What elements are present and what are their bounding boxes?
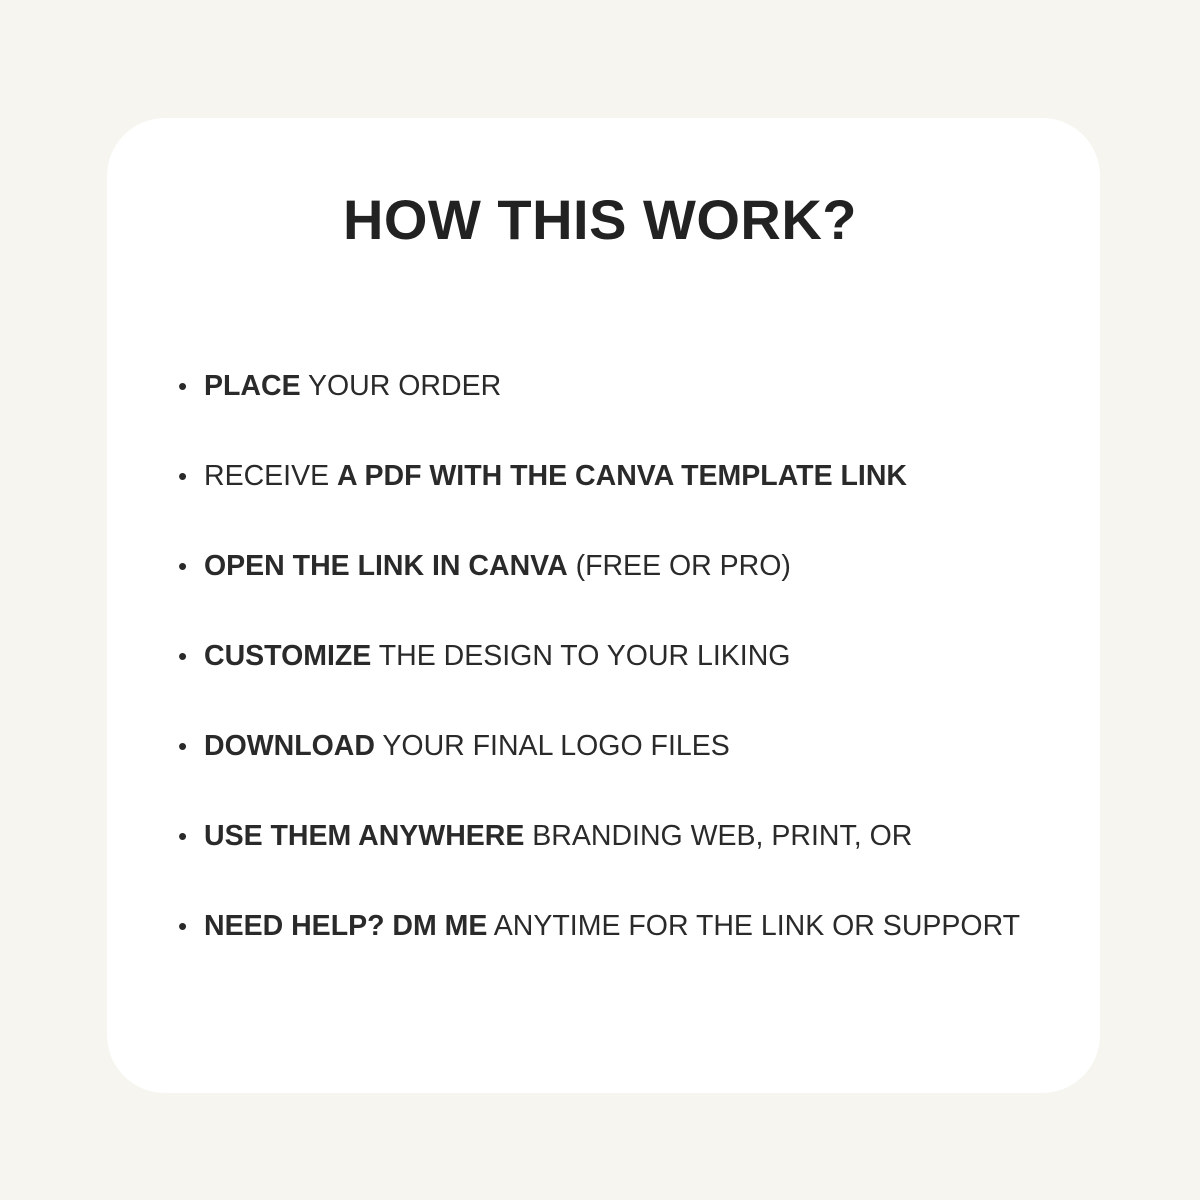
step-emphasis: USE THEM ANYWHERE [204,820,525,852]
step-text: YOUR ORDER [300,370,502,402]
step-item-place-order [178,366,501,406]
step-emphasis: A PDF WITH THE CANVA TEMPLATE LINK [337,460,908,492]
step-item-use-anywhere [178,816,912,856]
step-emphasis: OPEN THE LINK IN CANVA [204,550,568,582]
bullet-icon: • [178,641,188,671]
step-item-open-link [178,546,791,586]
step-item-download [178,726,730,766]
bullet-icon: • [178,551,188,581]
step-emphasis: DOWNLOAD [204,730,375,762]
bullet-icon: • [178,911,188,941]
bullet-icon: • [178,821,188,851]
step-text: ANYTIME FOR THE LINK OR SUPPORT [487,910,1021,942]
step-text: RECEIVE [204,460,338,492]
bullet-icon: • [178,371,188,401]
step-emphasis: CUSTOMIZE [204,640,372,672]
info-card [107,118,1100,1093]
step-emphasis: PLACE [204,370,301,402]
step-item-need-help [178,906,1020,946]
bullet-icon: • [178,731,188,761]
step-item-customize [178,636,790,676]
step-emphasis: NEED HELP? DM ME [204,910,488,942]
step-text: YOUR FINAL LOGO FILES [374,730,730,762]
page-title: HOW THIS WORK? [342,188,858,251]
bullet-icon: • [178,461,188,491]
step-text: THE DESIGN TO YOUR LIKING [371,640,791,672]
step-text: BRANDING WEB, PRINT, OR [524,820,913,852]
step-item-receive-pdf [178,456,907,496]
step-text: (FREE OR PRO) [567,550,791,582]
